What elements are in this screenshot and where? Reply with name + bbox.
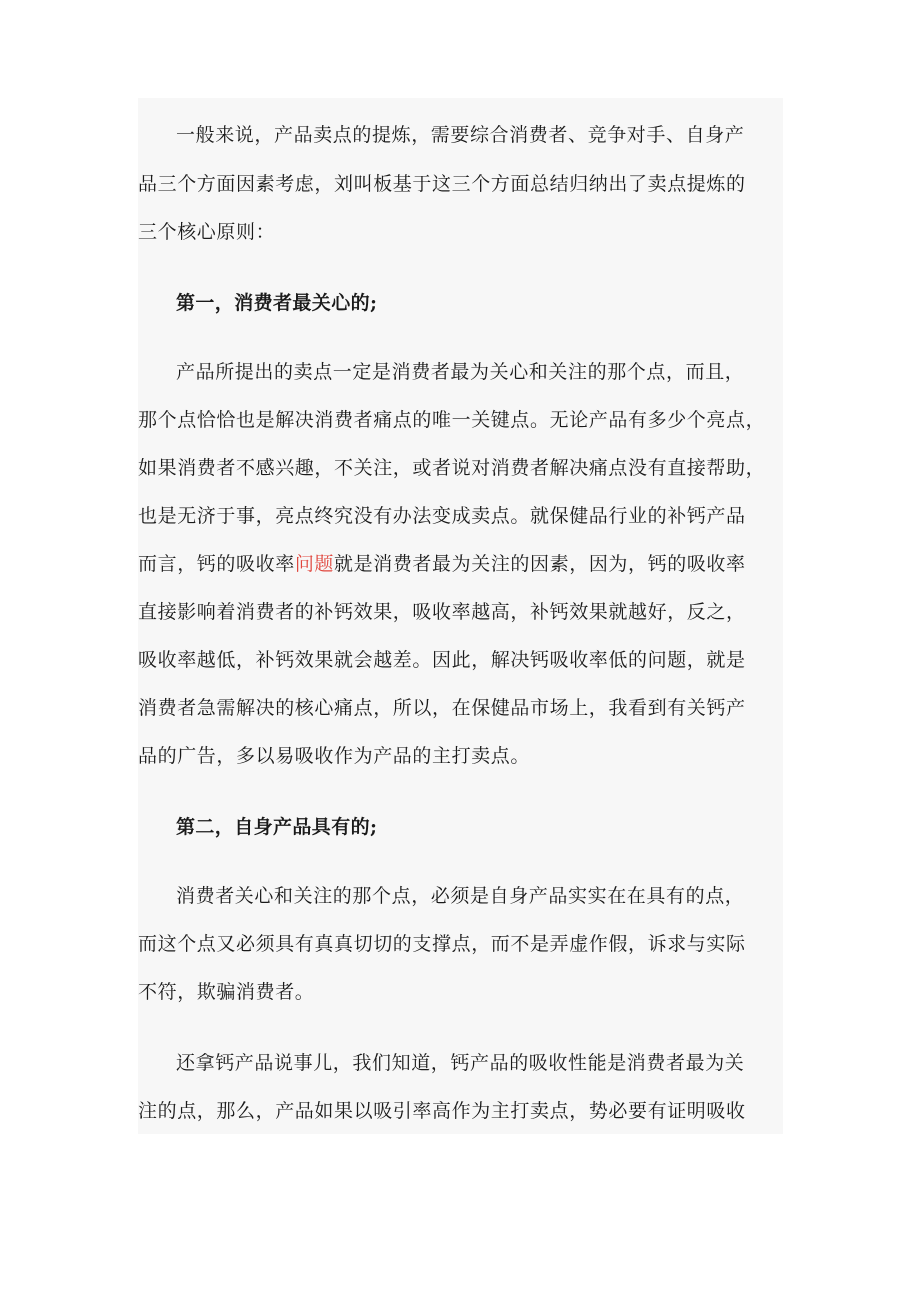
paragraph-2-line-6: 直接影响着消费者的补钙效果，吸收率越高，补钙效果就越好，反之， — [138, 601, 746, 623]
paragraph-4-line-1: 还拿钙产品说事儿，我们知道，钙产品的吸收性能是消费者最为关 — [176, 1052, 745, 1074]
paragraph-1-line-1: 一般来说，产品卖点的提炼，需要综合消费者、竞争对手、自身产 — [176, 124, 745, 146]
paragraph-1-line-3: 三个核心原则： — [138, 221, 276, 243]
paragraph-2-line-7: 吸收率越低，补钙效果就会越差。因此，解决钙吸收率低的问题，就是 — [138, 649, 746, 671]
line-5-text-before: 而言，钙的吸收率 — [138, 553, 295, 575]
paragraph-2-line-1: 产品所提出的卖点一定是消费者最为关心和关注的那个点，而且， — [176, 361, 745, 383]
document-page-content — [138, 98, 783, 1134]
paragraph-2-line-9: 品的广告，多以易吸收作为产品的主打卖点。 — [138, 745, 531, 767]
section-heading-2: 第二，自身产品具有的; — [176, 816, 378, 838]
paragraph-2-line-5 — [138, 551, 746, 577]
paragraph-4-line-2: 注的点，那么，产品如果以吸引率高作为主打卖点，势必要有证明吸收 — [138, 1100, 746, 1122]
paragraph-2-line-4: 也是无济于事，亮点终究没有办法变成卖点。就保健品行业的补钙产品 — [138, 505, 746, 527]
paragraph-3-line-3: 不符，欺骗消费者。 — [138, 981, 315, 1003]
paragraph-2-line-8: 消费者急需解决的核心痛点，所以，在保健品市场上，我看到有关钙产 — [138, 697, 746, 719]
problem-link[interactable]: 问题 — [294, 553, 335, 575]
paragraph-1-line-2: 品三个方面因素考虑，刘叫板基于这三个方面总结归纳出了卖点提炼的 — [138, 173, 746, 195]
paragraph-3-line-1: 消费者关心和关注的那个点，必须是自身产品实实在在具有的点， — [176, 885, 745, 907]
paragraph-2-line-3: 如果消费者不感兴趣，不关注，或者说对消费者解决痛点没有直接帮助， — [138, 457, 766, 479]
section-heading-1: 第一，消费者最关心的; — [176, 292, 378, 314]
paragraph-2-line-2: 那个点恰恰也是解决消费者痛点的唯一关键点。无论产品有多少个亮点， — [138, 409, 766, 431]
line-5-text-after: 就是消费者最为关注的因素，因为，钙的吸收率 — [334, 553, 746, 575]
paragraph-3-line-2: 而这个点又必须具有真真切切的支撑点，而不是弄虚作假，诉求与实际 — [138, 933, 746, 955]
